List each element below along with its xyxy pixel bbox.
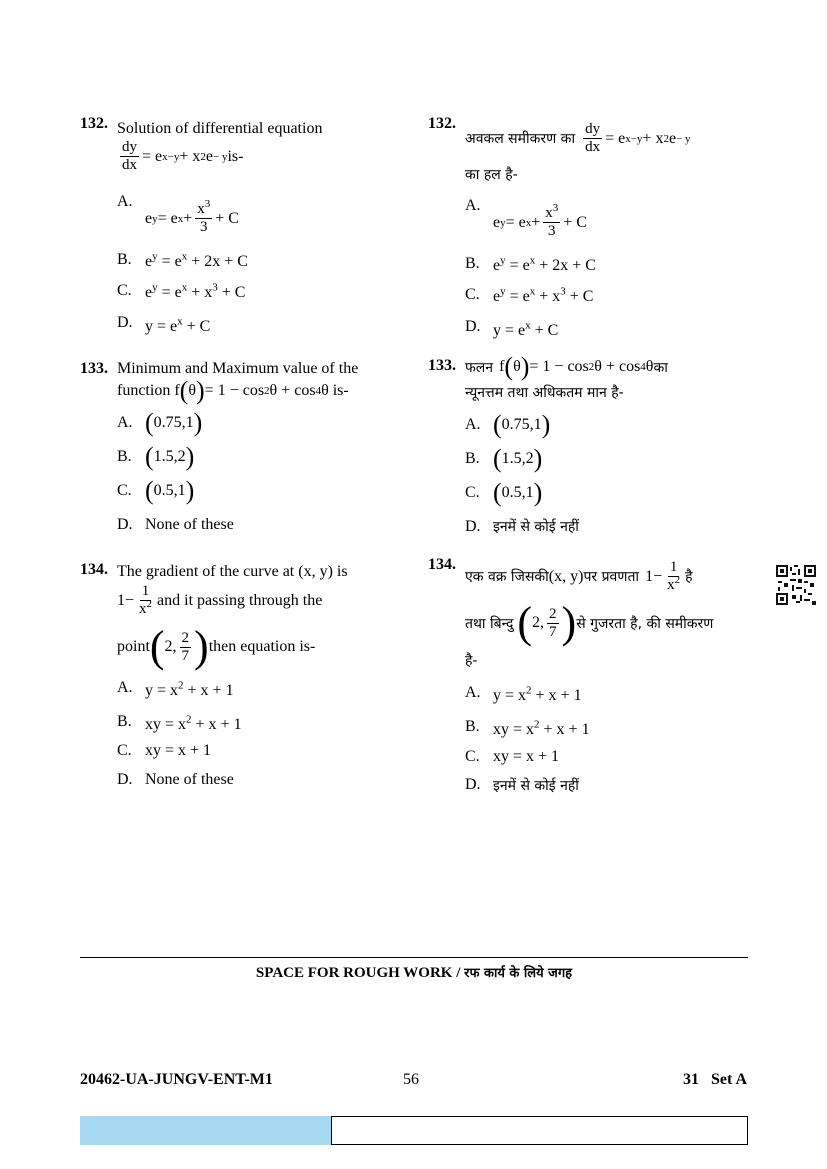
question-132-hi: [428, 115, 758, 351]
question-text-line2: का हल है-: [465, 167, 518, 183]
option-a: A. ( 0.75,1 ): [117, 408, 203, 437]
option-a: A. $y = x^2 + x + 1$: [117, 679, 234, 699]
footer-box: [331, 1116, 748, 1145]
question-133-en: [80, 351, 410, 549]
option-b: B. $e^y = e^x + 2x + C$: [465, 254, 596, 274]
question-133-hi: [428, 351, 758, 549]
page-number: 56: [403, 1071, 419, 1088]
gradient-expression: 1− $\frac{1}{x^2}$ and it passing through the: [117, 583, 323, 617]
question-text: Solution of differential equation: [117, 120, 323, 137]
option-b: B. xy = $x^2 + x + 1$: [117, 713, 242, 733]
option-d: D. इनमें से कोई नहीं: [465, 776, 579, 794]
question-number: 132.: [428, 115, 456, 132]
question-132-en: [80, 115, 410, 351]
question-number: 132.: [80, 115, 108, 132]
option-b: B. ( 1.5,2 ): [465, 444, 543, 473]
question-number: 134.: [428, 556, 456, 573]
qr-code-icon: [776, 565, 816, 605]
option-a: A. $y = x^2 + x + 1$: [465, 684, 582, 704]
option-d: D. इनमें से कोई नहीं: [465, 517, 579, 535]
question-text: एक वक्र जिसकी (x, y) पर प्रवणता 1− $\frac{1}{x^2}$ है: [465, 559, 693, 593]
option-c: C. xy = x + 1: [117, 742, 212, 759]
question-text: फलन f ( θ ) = 1 − cos 2 θ + cos 4 θ का: [465, 352, 668, 381]
footer-color-bar: [80, 1116, 331, 1145]
question-number: 133.: [428, 357, 456, 374]
question-number: 133.: [80, 360, 108, 377]
point-expression: तथा बिन्दु ( 2, $\frac{2}{7}$ ) से गुजरता है, की समीकरण: [465, 598, 714, 647]
question-text-line3: है-: [465, 653, 478, 669]
option-b: B. xy = $x^2 + x + 1$: [465, 718, 590, 738]
option-a: A. e y = e x + $\frac{x^3}{3}$ + C: [465, 197, 587, 239]
option-c: C. $e^y = e^x + x^3 + C$: [465, 285, 594, 305]
option-c: C. ( 0.5,1 ): [117, 476, 195, 505]
point-expression: point ( 2, $\frac{2}{7}$ ) then equation is-: [117, 622, 316, 671]
option-c: C. $e^y = e^x + x^3 + C$: [117, 281, 246, 301]
option-a: A. ( 0.75,1 ): [465, 410, 551, 439]
question-134-hi: [428, 549, 758, 799]
option-d: D. $y = e^x + C$: [465, 318, 559, 339]
set-label: 31 Set A: [683, 1071, 747, 1088]
question-text-line2: न्यूनत्तम तथा अधिकतम मान है-: [465, 385, 624, 401]
rough-work-divider: [80, 957, 748, 958]
hindi-column: [428, 115, 758, 799]
equation: $\frac{dy}{dx}$ = e x−y + x 2 e − y is-: [122, 139, 244, 173]
question-number: 134.: [80, 561, 108, 578]
english-column: [80, 115, 410, 799]
option-b: B. ( 1.5,2 ): [117, 442, 195, 471]
question-text: Minimum and Maximum value of the: [117, 360, 359, 377]
question-text: The gradient of the curve at (x, y) is: [117, 563, 348, 580]
question-text: अवकल समीकरण का $\frac{dy}{dx}$ = e x−y + x 2 e − y: [465, 121, 691, 155]
option-d: D. None of these: [117, 516, 234, 533]
option-b: B. $e^y = e^x + 2x + C$: [117, 250, 248, 270]
option-c: C. ( 0.5,1 ): [465, 478, 543, 507]
option-c: C. xy = x + 1: [465, 748, 560, 765]
rough-work-heading: SPACE FOR ROUGH WORK / रफ कार्य के लिये जगह: [255, 965, 573, 981]
question-134-en: [80, 549, 410, 799]
option-a: A. e y = e x + $\frac{x^3}{3}$ + C: [117, 193, 239, 235]
paper-code: 20462-UA-JUNGV-ENT-M1: [80, 1071, 273, 1088]
option-d: D. None of these: [117, 771, 234, 788]
question-text-line2: function f ( θ ) = 1 − cos 2 θ + cos 4 θ is-: [117, 376, 349, 405]
option-d: D. $y = e^x + C$: [117, 314, 211, 335]
